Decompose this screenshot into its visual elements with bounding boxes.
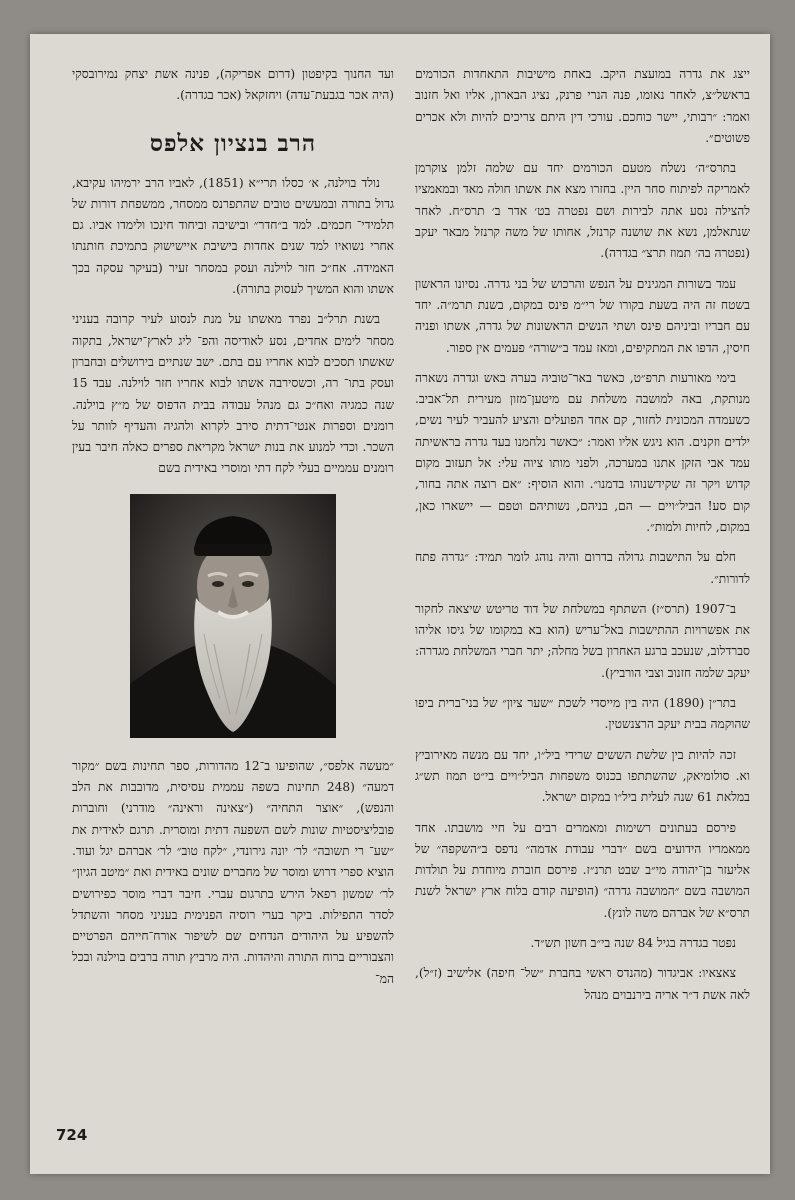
left-column — [72, 64, 394, 999]
paragraph: נולד בוילנה, א׳ כסלו תרי״א (1851), לאביו הרב ירמיהו עקיבא, גדול בתורה ובמעשים טובים שהתפרנס ממסחר, ממשפחת דורות של תלמידי־ חכמים. למד ב״חדר״ ובישיבה וביחוד חינכו ולימדו אביו. גם אחרי נשואיו למד שנים אחדות בישיבת איישישוק בתמיכת חותנתו האמידה. אח״כ חזר לוילנה ועסק במסחר זעיר (בעיקר עסקה בכך אשתו והוא המשיך לעסוק בתורה). — [72, 175, 394, 297]
paragraph: ייצג את גדרה במועצת היקב. באחת מישיבות התאחדות הכורמים בראשל״צ, לאחר נאומו, פנה הנרי פרנק, נציג הבארון, אליו ואל חזנוב ואמר: ״רבותי, יישר כוחכם. עורכי דין היתם צריכים להיות ולא אכרים פשוטים״. — [415, 67, 750, 145]
paragraph: ב־1907 (תרס״ז) השתתף במשלחת של דוד טריטש שיצאה לחקור את אפשרויות ההתישבות באל־עריש (הוא בא במקומו של גיסו אליהו סברדלוב, שנעכב ברגע האחרון בשל מחלה; יתר חברי המשלחת מגדרה: יעקב שלמה חזנוב וצבי הורביץ). — [415, 601, 750, 680]
paragraph: נפטר בגדרה בגיל 84 שנה בי״ב חשון תש״ד. — [530, 935, 736, 950]
paragraph: ״מעשה אלפס״, שהופיעו ב־12 מהדורות, ספר תחינות בשם ״מקור דמעה״ (248 תחינות בשפה עממית עסיסית, מדובבות את הלב והנפש), ״אוצר התחיה״ (״צאינה וראינה״ מודרני) וחוברות פובליציסטיות שונות לשם השפעה דתית ומוסרית. תרגם לאידית את ״שע־ רי תשובה״ לר׳ יונה גירונדי, ״לקח טוב״ לר׳ אברהם יגל ועוד. הוציא ספרי דרוש ומוסר של מחברים שונים באידית ואת ״מיטב הגיון״ לר׳ שמשון רפאל הירש בתרגום עברי. חיבר דברי מוסר כפירושים לסדר התפילות. ביקר בערי רוסיה הפנימית בעניני מסחר והשתדל להשפיע על היהודים הנדחים שם לשיפור אורח־חייהם הפרטיים והצבוריים ברוח התורה והיהדות. היה מרביץ תורה ברבים בוילנה ובכל המ־ — [72, 758, 395, 986]
paragraph: חלם על התישבות גדולה בדרום והיה נוהג לומר תמיד: ״גדרה פתח לדורות״. — [415, 550, 750, 586]
section-heading: הרב בנציון אלפס — [149, 129, 317, 157]
page-number: 724 — [56, 1126, 88, 1144]
paragraph: עמד בשורות המגינים על הנפש והרכוש של בני גדרה. נסיונו הראשון בשטח זה היה בשעת בקורו של רי״מ פינס במקום, בשנת תרמ״ה. יחד עם חבריו וביניהם פינס ושתי הנשים הראשונות של גדרה, אשתו ופניה חיסין, הדפו את המתקיפים, ומאז עמד ב״שורה״ פעמים אין ספור. — [415, 276, 750, 355]
right-column — [415, 64, 750, 1015]
paragraph: פירסם בעתונים רשימות ומאמרים רבים על חיי מושבתו. אחד ממאמריו הידועים בשם ״דברי עבודת אדמה״ נדפס ב״השקפה״ של אליעזר בן־יהודה מי״ב שבט תרנ״ז. פירסם חוברת מיוחדת על תולדות המושבה בשם ״המושבה גדרה״ (הופיעה קודם בלוח ארץ ישראל לשנת תרס״א של אברהם משה לונץ). — [415, 820, 750, 920]
portrait-image — [130, 494, 336, 738]
paragraph: זכה להיות בין שלשת הששים שרידי ביל״ו, יחד עם מנשה מאירוביץ וא. סולומיאק, שהשתתפו בכנוס משפחות הביל״ויים בי״ט תמוז תש״ג במלאת 61 שנה לעלית ביל״ו במקום ישראל. — [415, 747, 750, 805]
paragraph: בתר״ן (1890) היה בין מייסדי לשכת ״שער ציון״ של בני־ברית ביפו שהוקמה בבית יעקב הרצנשטין. — [415, 696, 750, 732]
paragraph: בשנת תרל״ב נפרד מאשתו על מנת לנסוע לעיר קרובה בעניני מסחר לימים אחדים, נסע לאודיסה והפ־ ליג לארץ־ישראל, בתקוה שאשתו תסכים לבוא אחריו עם בתם. ישב שנתיים בירושלים ובחברון ועסק בתו־ רה, וכשסירבה אשתו לבוא אחריו חזר לוילנה. עבד 15 שנה כמגיה ואח״כ גם מנהל עבודה בבית הדפוס של מ״ץ בוילנה. רומנים וספרות אנטי־דתית סירב לקרוא ולהגיה והעדיף לוותר על השכר. וכדי למנוע את בנות ישראל מקריאת ספרים כאלה חיבר בעין רומנים עממיים בעלי לקח דתי ומוסרי באידית בשם — [72, 312, 394, 476]
paragraph: ועד החנוך בקיפטון (דרום אפריקה), פנינה אשת יצחק נמירובסקי (היה אכר בגבעת־עדה) ויחזקאל (אכר בגדרה). — [72, 67, 394, 103]
portrait-photo — [130, 494, 336, 738]
paragraph: בתרס״ה׳ נשלח מטעם הכורמים יחד עם שלמה זלמן צוקרמן לאמריקה לפיתוח סחר היין. בחזרו מצא את אשתו חולה מאד ובמאמציו להצילה נסע אתה לבירות ושם נפטרה בט׳ אדר ב׳ תרס״ח. לאחר שנתאלמן, נשא את שושנה קרנזל, אחותו של משה קרנזל מבאר יעקב (נפטרה בה׳ תמוז תרצ״ בגדרה). — [415, 161, 750, 261]
paragraph: בימי מאורעות תרפ״ט, כאשר באר־טוביה בערה באש וגדרה נשארה מנותקת, באה למושבה משלחת עם מיטען־מזון מעירית תל־אביב. כשעמדה המכונית לחזור, קם אחד הפועלים והציע להעביר לעיר נשים, ילדים וזקנים. הוא ניגש אליו ואמר: ״כאשר נלחמנו בעד גדרה בראשיתה עמד אבי הזקן אתנו במערכה, ולפני מותו ציוה עלי: אל תעזוב מקום קדוש ויקר זה שקידשנוהו בדמנו״. והוא הוסיף: ״אם רוצה אתה בחור, קום סע! הביל״ויים — הם, בניהם, נשותיהם וטפם — יישארו כאן, במקום, לחיות ולמות״. — [415, 370, 750, 534]
paragraph: צאצאיו: אביגדור (מהנדס ראשי בחברת ״של־ חיפה) אלישיב (ז״ל), לאה אשת ד״ר אריה בירנבוים מנהל — [415, 966, 750, 1002]
document-page — [30, 34, 770, 1174]
